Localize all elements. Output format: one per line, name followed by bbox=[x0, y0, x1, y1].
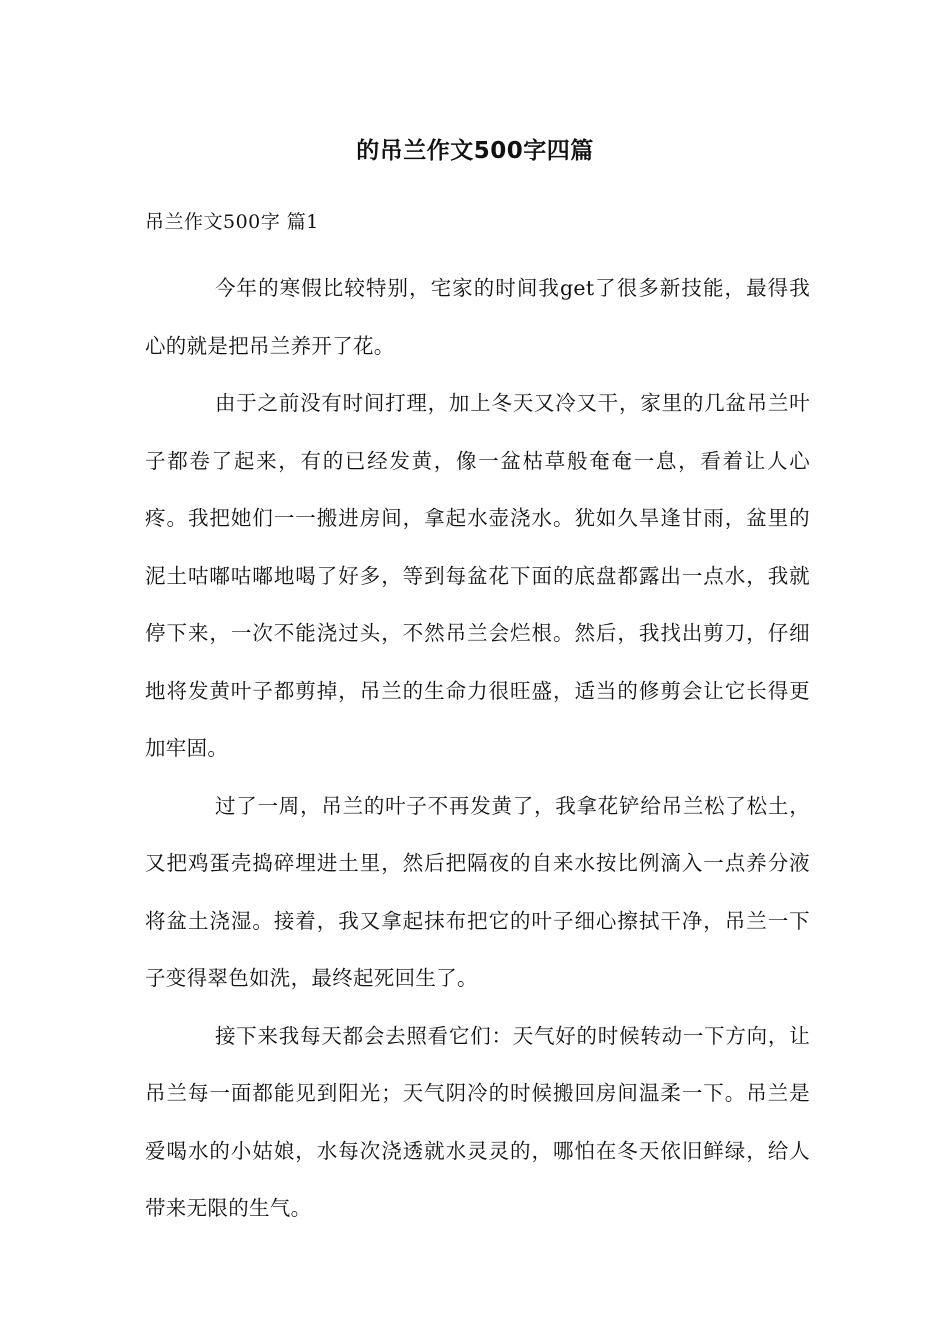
paragraph: 由于之前没有时间打理，加上冬天又冷又干，家里的几盆吊兰叶子都卷了起来，有的已经发黄，像一盆枯草般奄奄一息，看着让人心疼。我把她们一一搬进房间，拿起水壶浇水。犹如久旱逢甘雨，盆里的泥土咕嘟咕嘟地喝了好多，等到每盆花下面的底盘都露出一点水，我就停下来，一次不能浇过头，不然吊兰会烂根。然后，我找出剪刀，仔细地将发黄叶子都剪掉，吊兰的生命力很旺盛，适当的修剪会让它长得更加牢固。 bbox=[145, 391, 810, 760]
document-body bbox=[145, 260, 810, 1238]
document-title: 的吊兰作文500字四篇 bbox=[356, 138, 594, 164]
paragraph: 接下来我每天都会去照看它们：天气好的时候转动一下方向，让吊兰每一面都能见到阳光；天气阴冷的时候搬回房间温柔一下。吊兰是爱喝水的小姑娘，水每次浇透就水灵灵的，哪怕在冬天依旧鲜绿，给人带来无限的生气。 bbox=[145, 1023, 810, 1220]
paragraph: 过了一周，吊兰的叶子不再发黄了，我拿花铲给吊兰松了松土，又把鸡蛋壳捣碎埋进土里，然后把隔夜的自来水按比例滴入一点养分液将盆土浇湿。接着，我又拿起抹布把它的叶子细心擦拭干净，吊兰一下子变得翠色如洗，最终起死回生了。 bbox=[145, 793, 810, 990]
section-heading: 吊兰作文500字 篇1 bbox=[145, 211, 319, 233]
paragraph: 今年的寒假比较特别，宅家的时间我get了很多新技能，最得我心的就是把吊兰养开了花。 bbox=[145, 276, 810, 358]
